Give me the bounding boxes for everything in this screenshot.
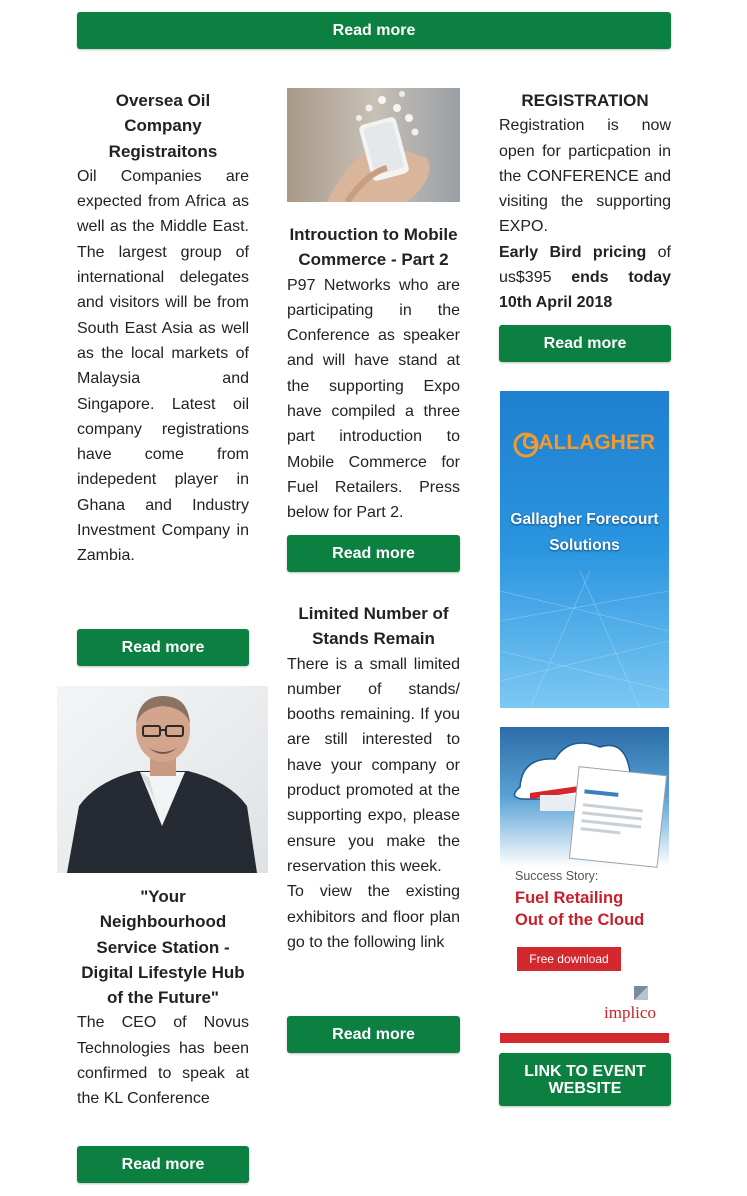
article-title: Introuction to Mobile Commerce - Part 2	[289, 225, 458, 270]
implico-headline-2: Out of the Cloud	[515, 911, 645, 929]
article-body: Oil Companies are expected from Africa as well as the Middle East. The largest group of international delegates and visitors will be from South East Asia as well as the local markets of Malaysia and Singapore. Latest oil company registrations have come from indepedent player in Ghana and Industry Investment Company in Zambia.	[77, 167, 249, 565]
column-2-article-1	[287, 222, 460, 526]
registration-read-more-button[interactable]: Read more	[499, 325, 671, 362]
article-body: The CEO of Novus Technologies has been confirmed to speak at the KL Conference	[77, 1014, 249, 1108]
price-text: of us$395	[499, 243, 671, 287]
registration-title: REGISTRATION	[521, 91, 649, 110]
speaker-photo	[57, 686, 268, 873]
link-to-event-website-button[interactable]: LINK TO EVENT WEBSITE	[499, 1053, 671, 1106]
article-body: There is a small limited number of stands/ booths remaining. If you are still interested to have your company or product promoted at the supporting expo, please ensure you make the reservation this week.	[287, 655, 460, 875]
gallagher-headline-2: Solutions	[549, 537, 620, 554]
early-bird-text	[499, 240, 671, 316]
registration-section	[499, 88, 671, 316]
column-1-article-1	[77, 88, 249, 569]
registration-body: Registration is now open for particpation in the CONFERENCE and visiting the supporting EXPO.	[499, 117, 671, 236]
gallagher-headline-1: Gallagher Forecourt	[510, 511, 659, 528]
article-title: Limited Number of Stands Remain	[298, 604, 449, 649]
column-1-article-2	[77, 884, 249, 1112]
column-2-article-2	[287, 601, 460, 955]
article-title: "Your Neighbourhood Service Station - Digital Lifestyle Hub of the Future"	[81, 887, 245, 1008]
oversea-read-more-button[interactable]: Read more	[77, 629, 249, 666]
article-body: P97 Networks who are participating in the Conference as speaker and will have stand at the supporting Expo have compiled a three part introduction to Mobile Commerce for Fuel Retailers. Press below for Part 2.	[287, 276, 460, 522]
article-body-link-text: To view the existing exhibitors and floor plan go to the following link	[287, 883, 460, 951]
early-bird-label: Early Bird pricing	[499, 243, 647, 261]
implico-logo-icon	[634, 986, 648, 1000]
article-title: Oversea Oil Company Registraitons	[108, 91, 218, 161]
top-read-more-button[interactable]: Read more	[77, 12, 671, 49]
mobile-commerce-image	[287, 88, 460, 202]
implico-ad-banner[interactable]	[500, 727, 669, 1043]
speaker-read-more-button[interactable]: Read more	[77, 1146, 249, 1183]
stands-read-more-button[interactable]: Read more	[287, 1016, 460, 1053]
implico-headline-1: Fuel Retailing	[515, 889, 624, 907]
gallagher-logo-text: GALLAGHER	[522, 431, 655, 454]
implico-free-download-button[interactable]: Free download	[517, 947, 621, 971]
gallagher-ad-banner[interactable]	[500, 391, 669, 708]
implico-kicker: Success Story:	[515, 869, 599, 883]
mobile-commerce-read-more-button[interactable]: Read more	[287, 535, 460, 572]
implico-brand-text: implico	[604, 1003, 656, 1022]
deadline-text: ends today 10th April 2018	[499, 269, 671, 312]
